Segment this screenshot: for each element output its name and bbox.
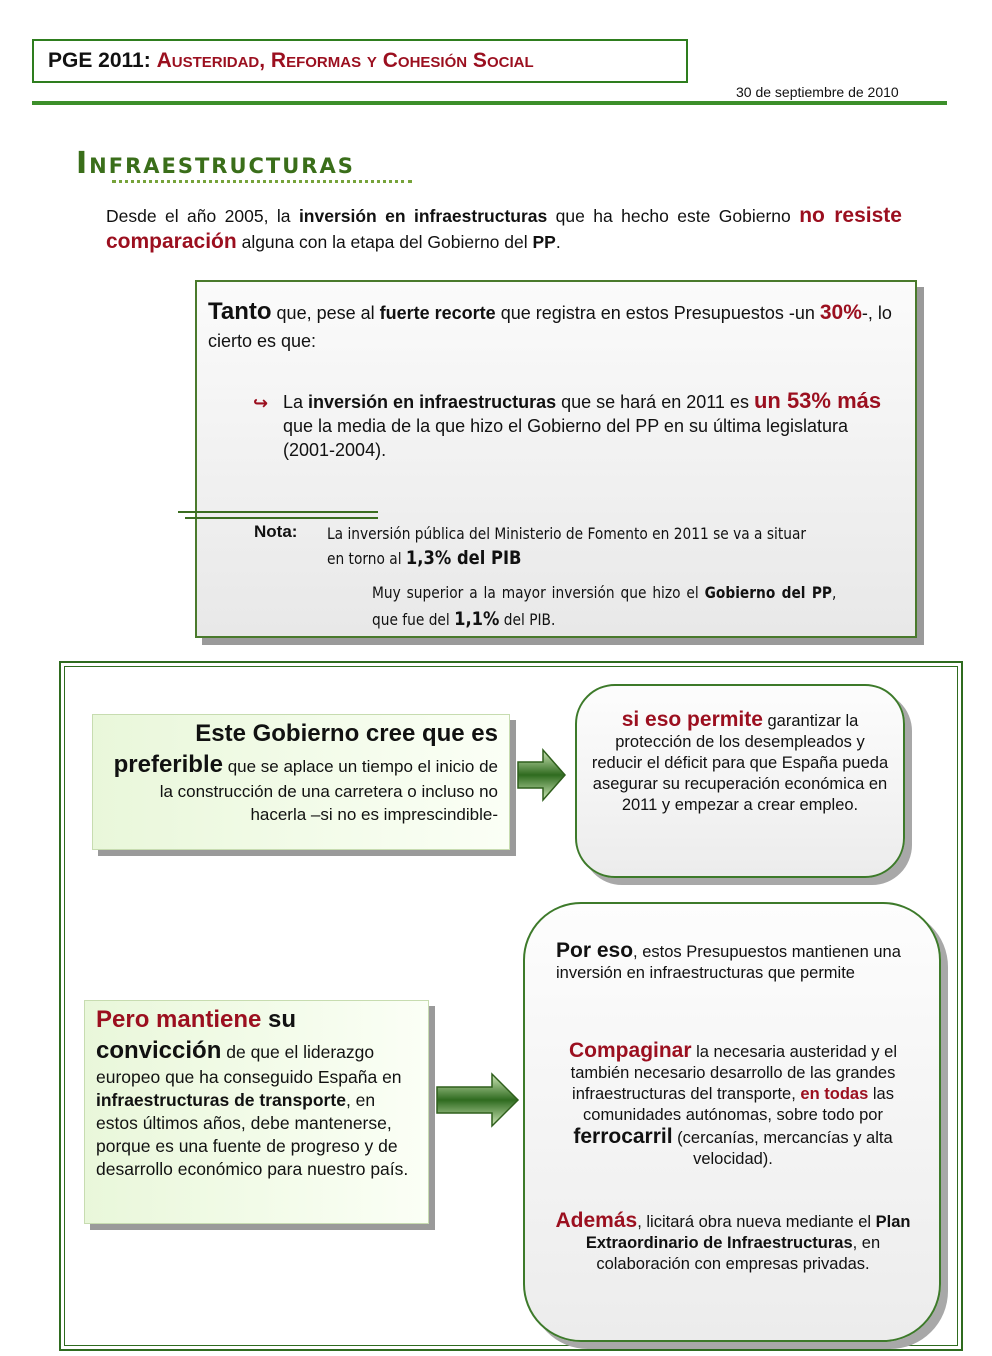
right-box-2-body: , estos Presupuestos mantienen una inversión en infraestructuras que permite	[556, 943, 901, 982]
bullet-item	[283, 389, 898, 462]
right-box-2-body: la necesaria austeridad y el también necesario desarrollo de las grandes infraestructuras del transporte,	[570, 1043, 897, 1103]
left-box-2-body: , en estos últimos años, debe mantenerse, porque es una fuente de progreso y de desarrollo económico para nuestro país.	[96, 1090, 409, 1179]
intro-text: alguna con la etapa del Gobierno del	[236, 232, 533, 252]
note-divider	[178, 511, 378, 513]
bullet-bold: inversión en infraestructuras	[308, 392, 557, 412]
right-box-2-point-1	[548, 1040, 918, 1170]
left-box-2-bold: infraestructuras de transporte	[96, 1090, 346, 1110]
arrow-right-icon	[436, 1072, 520, 1128]
intro-paragraph	[106, 203, 902, 255]
bullet-text: que la media de la que hizo el Gobierno del PP en su última legislatura (2001-2004).	[283, 416, 849, 460]
right-box-2-point-2	[548, 1210, 918, 1275]
lead-text: que registra en estos Presupuestos -un	[495, 303, 820, 323]
left-box-1-body: que se aplace un tiempo el inicio de la construcción de una carretera o incluso no hacerla –si no es imprescindible-	[159, 757, 498, 824]
note-bold: Gobierno del PP	[704, 583, 833, 602]
right-box-2-body: , en colaboración con empresas privadas.	[596, 1234, 881, 1273]
right-box-2-heading: Por eso	[556, 939, 634, 962]
right-box-2-highlight: en todas	[800, 1085, 869, 1103]
right-box-2-body: las comunidades autónomas, sobre todo por	[583, 1085, 894, 1124]
bullet-text: que se hará en 2011 es	[556, 392, 754, 412]
intro-text: que ha hecho este Gobierno	[547, 206, 800, 226]
note-bold: 1,3% del PIB	[405, 547, 522, 569]
gray-box-lead	[208, 298, 898, 355]
arrow-right-icon	[517, 748, 567, 802]
left-box-2-text	[96, 1004, 416, 1181]
section-title-underline	[112, 180, 412, 183]
right-box-2-bold: Plan Extraordinario de Infraestructuras	[585, 1213, 911, 1252]
intro-bold: PP	[532, 232, 556, 252]
note-text	[327, 522, 809, 571]
right-box-1-heading: si eso permite	[621, 708, 763, 731]
left-box-2-heading-red: Pero mantiene	[96, 1006, 262, 1033]
right-box-2-point-heading: Además	[555, 1209, 638, 1232]
intro-highlight: no resiste comparación	[106, 204, 902, 253]
right-box-1-body: garantizar la protección de los desempleados y reducir el déficit para que España pueda asegurar su recuperación económica en 2011 y empezar a crear empleo.	[591, 712, 889, 814]
note-body: , que fue del	[372, 583, 837, 629]
note-body: del PIB.	[499, 610, 556, 629]
header-date: 30 de septiembre de 2010	[736, 84, 899, 100]
header-rule	[32, 101, 947, 105]
intro-bold: inversión en infraestructuras	[298, 206, 548, 226]
note-body: Muy superior a la mayor inversión que hizo el	[372, 583, 705, 602]
note-text-secondary	[372, 580, 836, 633]
bullet-text: La	[283, 392, 309, 412]
left-box-2-body: de que el liderazgo europeo que ha conseguido España en	[96, 1042, 402, 1087]
lead-text: que, pese al	[271, 303, 380, 323]
left-box-1-text	[104, 718, 498, 826]
right-box-2-intro	[556, 940, 926, 984]
lead-bold: fuerte recorte	[379, 303, 496, 323]
right-box-2-body: , licitará obra nueva mediante el	[637, 1213, 876, 1231]
right-box-2-bold: ferrocarril	[573, 1125, 673, 1148]
right-box-2-body: (cercanías, mercancías y alta velocidad).	[672, 1129, 893, 1168]
bullet-highlight: un 53% más	[753, 388, 882, 413]
note-label: Nota:	[254, 522, 298, 541]
section-title: Infraestructuras	[76, 146, 355, 181]
lead-text: -, lo cierto es que:	[208, 303, 892, 351]
intro-text: Desde el año 2005, la	[106, 206, 299, 226]
lead-percent: 30%	[819, 301, 862, 324]
intro-text: .	[555, 232, 561, 252]
note-body: La inversión pública del Ministerio de Fomento en 2011 se va a situar en torno al	[327, 524, 807, 568]
bullet-arrow-icon: ↪	[253, 393, 269, 413]
left-box-2-heading: su convicción	[96, 1006, 297, 1064]
header-prefix: PGE 2011:	[48, 49, 151, 72]
right-box-2-point-heading: Compaginar	[569, 1039, 692, 1062]
right-box-1-text	[588, 709, 892, 816]
header-title: Austeridad, Reformas y Cohesión Social	[156, 49, 534, 72]
lead-word: Tanto	[208, 298, 272, 325]
header-title-box	[32, 39, 688, 83]
note-divider	[185, 517, 378, 519]
note-bold: 1,1%	[454, 608, 500, 630]
left-box-1-heading: Este Gobierno cree que es preferible	[113, 720, 498, 778]
